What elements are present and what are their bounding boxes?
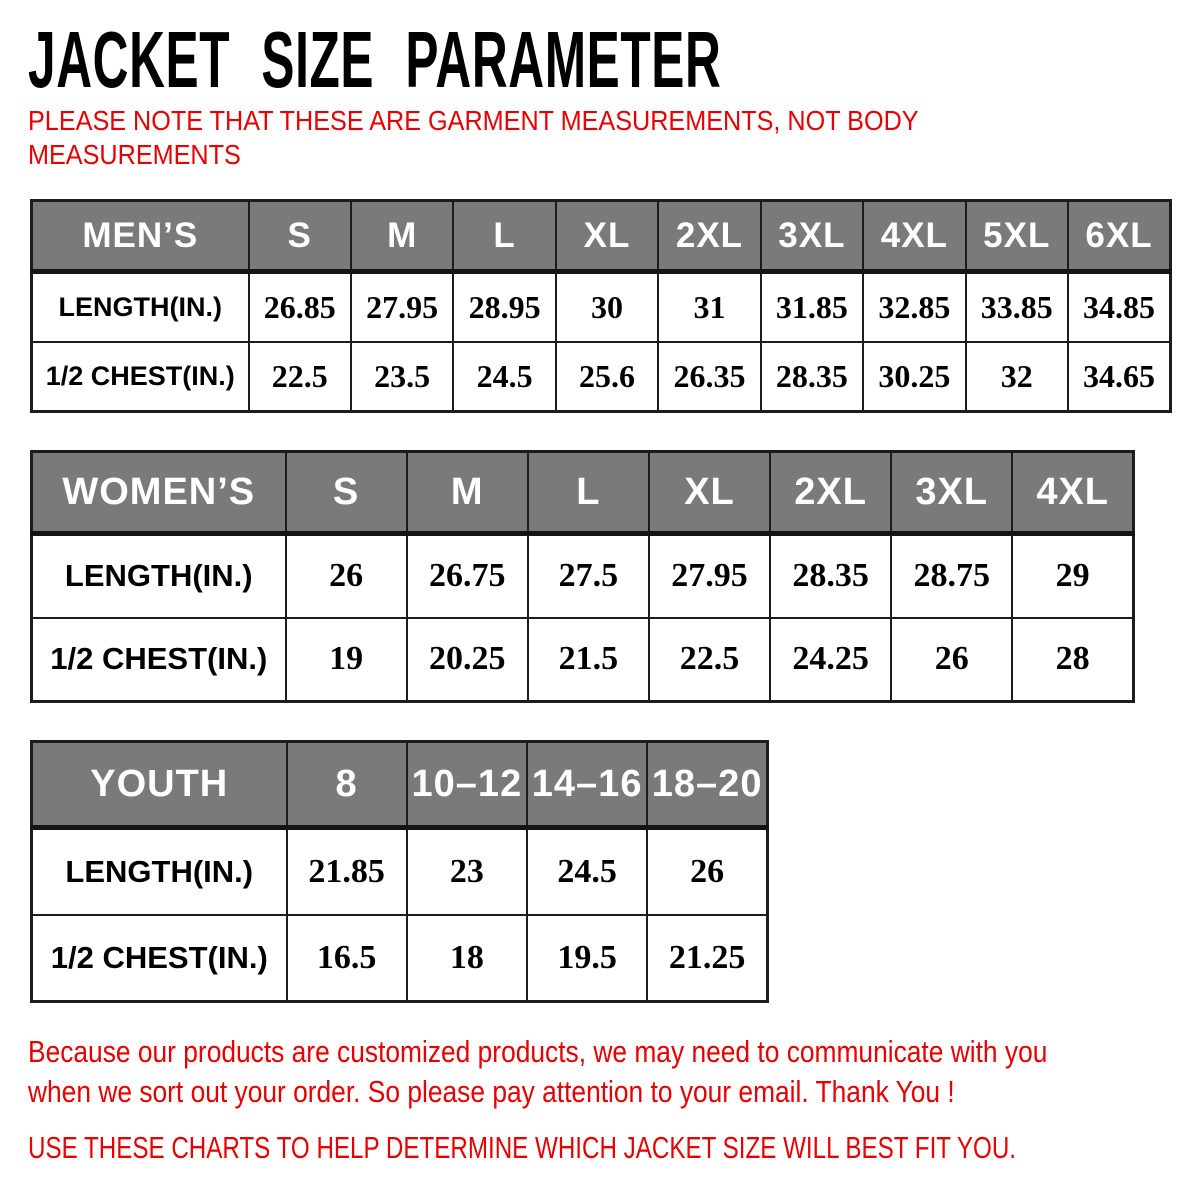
- size-header-cell: 2XL: [770, 452, 891, 534]
- measurement-value-cell: 26.85: [249, 272, 351, 342]
- table-row: [32, 534, 1134, 618]
- womens-group-header-cell: WOMEN’S: [32, 452, 286, 534]
- size-header-cell: L: [528, 452, 649, 534]
- youth-table-grid: [30, 740, 769, 1003]
- size-header-cell: 4XL: [863, 201, 965, 272]
- measurement-value-cell: 16.5: [287, 915, 407, 1002]
- size-header-cell: M: [351, 201, 453, 272]
- page-title: JACKET SIZE PARAMETER: [28, 15, 722, 104]
- measurement-value-cell: 29: [1012, 534, 1133, 618]
- measurement-value-cell: 28: [1012, 618, 1133, 702]
- customization-notice-line1: Because our products are customized products, we may need to communicate with you: [28, 1034, 1048, 1069]
- size-header-cell: XL: [556, 201, 658, 272]
- size-header-cell: 4XL: [1012, 452, 1133, 534]
- measurement-value-cell: 26: [647, 828, 767, 915]
- measurement-value-cell: 27.95: [649, 534, 770, 618]
- youth-header-row: [32, 742, 768, 828]
- measurement-value-cell: 30.25: [863, 342, 965, 412]
- row-label-cell: LENGTH(IN.): [32, 828, 287, 915]
- garment-measurement-note-line1: PLEASE NOTE THAT THESE ARE GARMENT MEASUREMENTS, NOT BODY: [28, 105, 919, 136]
- measurement-value-cell: 28.35: [770, 534, 891, 618]
- youth-group-header-cell: YOUTH: [32, 742, 287, 828]
- measurement-value-cell: 27.95: [351, 272, 453, 342]
- measurement-value-cell: 32: [966, 342, 1068, 412]
- row-label-cell: 1/2 CHEST(IN.): [32, 618, 286, 702]
- measurement-value-cell: 24.5: [453, 342, 555, 412]
- measurement-value-cell: 26: [891, 618, 1012, 702]
- size-header-cell: 8: [287, 742, 407, 828]
- measurement-value-cell: 19: [286, 618, 407, 702]
- womens-header-row: [32, 452, 1134, 534]
- measurement-value-cell: 34.85: [1068, 272, 1171, 342]
- size-header-cell: S: [286, 452, 407, 534]
- measurement-value-cell: 26: [286, 534, 407, 618]
- size-header-cell: 5XL: [966, 201, 1068, 272]
- measurement-value-cell: 28.75: [891, 534, 1012, 618]
- table-row: [32, 342, 1171, 412]
- mens-table-grid: [30, 199, 1172, 413]
- measurement-value-cell: 22.5: [249, 342, 351, 412]
- measurement-value-cell: 24.5: [527, 828, 647, 915]
- measurement-value-cell: 19.5: [527, 915, 647, 1002]
- row-label-cell: 1/2 CHEST(IN.): [32, 342, 249, 412]
- measurement-value-cell: 30: [556, 272, 658, 342]
- measurement-value-cell: 22.5: [649, 618, 770, 702]
- garment-measurement-note: [28, 104, 919, 172]
- size-header-cell: 3XL: [891, 452, 1012, 534]
- row-label-cell: 1/2 CHEST(IN.): [32, 915, 287, 1002]
- measurement-value-cell: 26.75: [407, 534, 528, 618]
- measurement-value-cell: 18: [407, 915, 527, 1002]
- measurement-value-cell: 28.95: [453, 272, 555, 342]
- measurement-value-cell: 25.6: [556, 342, 658, 412]
- measurement-value-cell: 21.25: [647, 915, 767, 1002]
- measurement-value-cell: 20.25: [407, 618, 528, 702]
- measurement-value-cell: 33.85: [966, 272, 1068, 342]
- size-header-cell: S: [249, 201, 351, 272]
- size-header-cell: 3XL: [761, 201, 863, 272]
- size-header-cell: L: [453, 201, 555, 272]
- row-label-cell: LENGTH(IN.): [32, 272, 249, 342]
- table-row: [32, 618, 1134, 702]
- measurement-value-cell: 27.5: [528, 534, 649, 618]
- measurement-value-cell: 21.5: [528, 618, 649, 702]
- measurement-value-cell: 23: [407, 828, 527, 915]
- womens-table-grid: [30, 450, 1135, 703]
- womens-size-table: [30, 450, 1135, 703]
- measurement-value-cell: 32.85: [863, 272, 965, 342]
- youth-size-table: [30, 740, 769, 1003]
- mens-group-header-cell: MEN’S: [32, 201, 249, 272]
- table-row: [32, 828, 768, 915]
- measurement-value-cell: 24.25: [770, 618, 891, 702]
- table-row: [32, 272, 1171, 342]
- size-header-cell: M: [407, 452, 528, 534]
- measurement-value-cell: 21.85: [287, 828, 407, 915]
- footer-advice: USE THESE CHARTS TO HELP DETERMINE WHICH JACKET SIZE WILL BEST FIT YOU.: [28, 1130, 1017, 1165]
- measurement-value-cell: 34.65: [1068, 342, 1171, 412]
- size-header-cell: 2XL: [658, 201, 760, 272]
- customization-notice: [28, 1032, 1047, 1112]
- customization-notice-line2: when we sort out your order. So please pay attention to your email. Thank You !: [28, 1074, 955, 1109]
- measurement-value-cell: 31: [658, 272, 760, 342]
- size-header-cell: 10–12: [407, 742, 527, 828]
- size-header-cell: 14–16: [527, 742, 647, 828]
- measurement-value-cell: 28.35: [761, 342, 863, 412]
- measurement-value-cell: 31.85: [761, 272, 863, 342]
- measurement-value-cell: 23.5: [351, 342, 453, 412]
- mens-header-row: [32, 201, 1171, 272]
- garment-measurement-note-line2: MEASUREMENTS: [28, 139, 241, 170]
- measurement-value-cell: 26.35: [658, 342, 760, 412]
- mens-size-table: [30, 199, 1172, 413]
- size-header-cell: 6XL: [1068, 201, 1171, 272]
- size-header-cell: XL: [649, 452, 770, 534]
- table-row: [32, 915, 768, 1002]
- row-label-cell: LENGTH(IN.): [32, 534, 286, 618]
- size-header-cell: 18–20: [647, 742, 767, 828]
